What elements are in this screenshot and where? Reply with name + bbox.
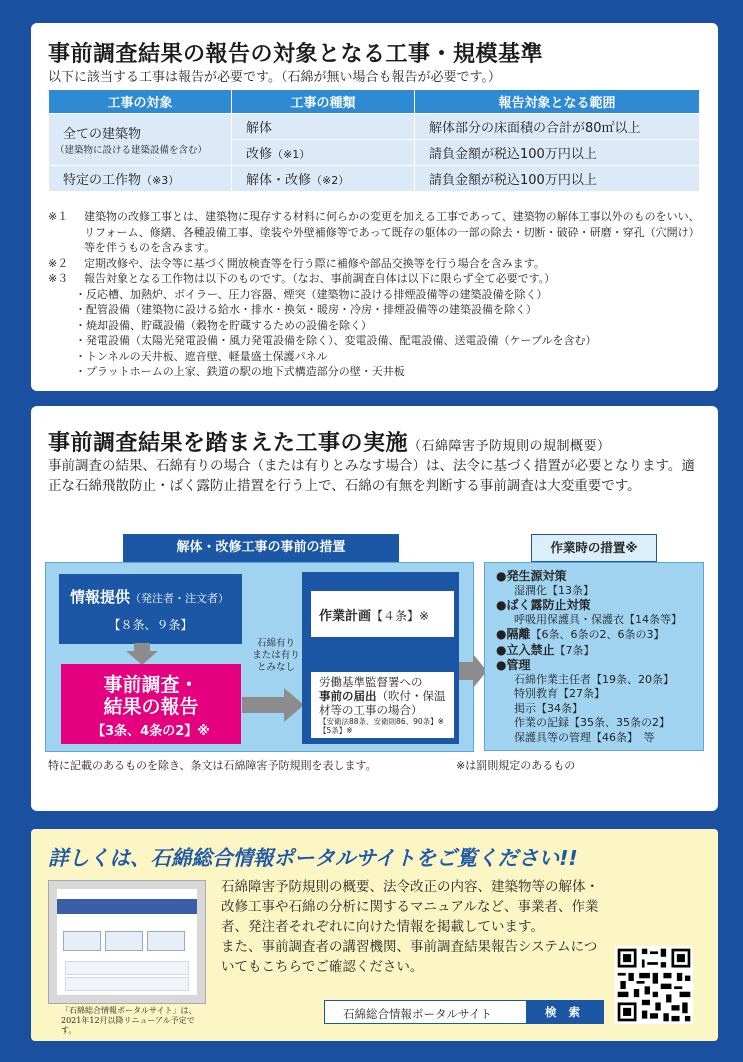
row1b-kind: 改修（※1）: [232, 140, 415, 166]
row2-range: 請負金額が税込100万円以上: [415, 166, 700, 192]
implementation-card: [31, 406, 718, 811]
qr-code-icon[interactable]: [615, 946, 693, 1024]
info-title: 情報提供（発注者・注文者）: [70, 588, 230, 606]
work-plan-box: 作業計画【４条】※: [311, 591, 454, 637]
header-target: 工事の対象: [49, 90, 232, 114]
notification-articles: 【安衛法88条、安衛則86、90条】※【5条】※: [319, 717, 444, 735]
info-provision-box: [59, 574, 242, 644]
list-item: ・トンネルの天井板、遮音壁、軽量盛土保護パネル: [75, 349, 328, 363]
search-box[interactable]: [324, 1000, 604, 1024]
row1-target-main: 全ての建築物: [63, 127, 142, 142]
section2-body: 事前調査の結果、石綿有りの場合（または有りとみなす場合）は、法令に基づく措置が必要となります。適正な石綿飛散防止・ばく露防止措置を行う上で、石綿の有無を判断する事前調査は大変重要です。: [48, 458, 695, 494]
row2-target: 特定の工作物（※3）: [49, 166, 232, 192]
note-3: ※３ 報告対象となる工作物は以下のものです。（なお、事前調査自体は以下に限らず全て必要です。）: [48, 272, 556, 285]
section3-body: 石綿障害予防規則の概要、法令改正の内容、建築物等の解体・改修工事や石綿の分析に関するマニュアルなど、事業者、作業者、発注者それぞれに向けた情報を掲載しています。 また、事前調査者の講習機関、事前調査結果報告システムについてもこちらでご確認ください。: [221, 879, 599, 975]
screenshot-caption: 「石綿総合情報ポータルサイト」は、2021年12月以降リニューアル予定です。: [61, 1006, 197, 1035]
work-measures-list: ●発生源対策 湿潤化【13条】 ●ばく露防止対策 呼吸用保護具・保護衣【14条等】 ●隔離【6条、6条の2、6条の3】 ●立入禁止【7条】 ●管理 石綿作業主任者【19条、20条】 特別教育【27条】 掲示【34条】 作業の記録【35条、35条の2】 保護具等の管理【46条】 等: [484, 562, 704, 751]
work-measures-header: 作業時の措置※: [531, 534, 657, 562]
note-2: ※２ 定期改修や、法令等に基づく開放検査等を行う際に補修や部品交換等を行う場合を含みます。: [48, 256, 545, 270]
notification-box: 労働基準監督署への 事前の届出（吹付・保温材等の工事の場合） 【安衛法88条、安衛則86、90条】※【5条】※: [311, 672, 454, 738]
table-header-row: [49, 90, 700, 114]
table-row: [49, 114, 700, 140]
list-item: ・配管設備（建築物に設ける給水・排水・換気・暖房・冷房・排煙設備等の建築設備を除く）: [75, 303, 537, 316]
survey-articles: 【3条、4条の2】※: [92, 724, 210, 739]
criteria-table: [48, 89, 700, 192]
row1a-range: 解体部分の床面積の合計が80㎡以上: [415, 114, 700, 140]
info-articles: 【８条、９条】: [108, 618, 193, 632]
right-arrow-icon: [242, 688, 304, 722]
section1-subtitle: 以下に該当する工事は報告が必要です。（石綿が無い場合も報告が必要です。）: [48, 70, 501, 85]
header-range: 報告対象となる範囲: [415, 90, 700, 114]
list-item: ・プラットホームの上家、鉄道の駅の地下式構造部分の壁・天井板: [75, 365, 405, 378]
row1-target: [49, 114, 232, 166]
survey-line1: 事前調査・: [103, 674, 199, 696]
row1b-range: 請負金額が税込100万円以上: [415, 140, 700, 166]
note-1: ※１ 建築物の改修工事とは、建築物に現存する材料に何らかの変更を加える工事であって、建築物の解体工事以外のものをいい、リフォーム、修繕、各種設備工事、塗装や外壁補修等であって既存の躯体の一部の除去・切断・破砕・研磨・穿孔（穴開け）等を伴うものを含みます。: [48, 210, 700, 254]
down-arrow-icon: [126, 643, 158, 665]
row1-target-sub: （建築物に設ける建築設備を含む）: [55, 145, 208, 156]
list-item: ・反応槽、加熱炉、ボイラー、圧力容器、煙突（建築物に設ける排煙設備等の建築設備を除く）: [75, 287, 548, 301]
footnote-right: ※は罰則規定のあるもの: [456, 759, 576, 772]
row1a-kind: 解体: [232, 114, 415, 140]
survey-line2: 結果の報告: [103, 696, 199, 718]
section1-title: 事前調査結果の報告の対象となる工事・規模基準: [48, 42, 544, 67]
section2-title: 事前調査結果を踏まえた工事の実施（石綿障害予防規則の規制概要）: [48, 431, 611, 456]
footnote-left: 特に記載のあるものを除き、条文は石綿障害予防規則を表します。: [48, 759, 377, 772]
search-query: 石綿総合情報ポータルサイト: [343, 1007, 492, 1021]
report-criteria-card: [31, 23, 718, 391]
table-row: [49, 166, 700, 192]
pre-measures-header: 解体・改修工事の事前の措置: [123, 534, 399, 562]
header-kind: 工事の種類: [232, 90, 415, 114]
asbestos-present-label: 石綿有り または有り とみなし: [252, 638, 300, 673]
portal-card: [31, 829, 718, 1041]
right-arrow-icon: [459, 654, 487, 688]
list-item: ・焼却設備、貯蔵設備（穀物を貯蔵するための設備を除く）: [75, 318, 372, 332]
survey-report-box: [61, 664, 241, 744]
section3-title: 詳しくは、石綿総合情報ポータルサイトをご覧ください!!: [48, 846, 578, 870]
section2-title-note: （石綿障害予防規則の規制概要）: [408, 439, 611, 454]
list-item: ・発電設備（太陽光発電設備・風力発電設備を除く）、変電設備、配電設備、送電設備（ケーブルを含む）: [75, 334, 597, 347]
row2-kind: 解体・改修（※2）: [232, 166, 415, 192]
notes: [48, 209, 703, 380]
portal-screenshot[interactable]: [48, 880, 206, 1004]
search-button[interactable]: 検 索: [526, 1001, 603, 1023]
